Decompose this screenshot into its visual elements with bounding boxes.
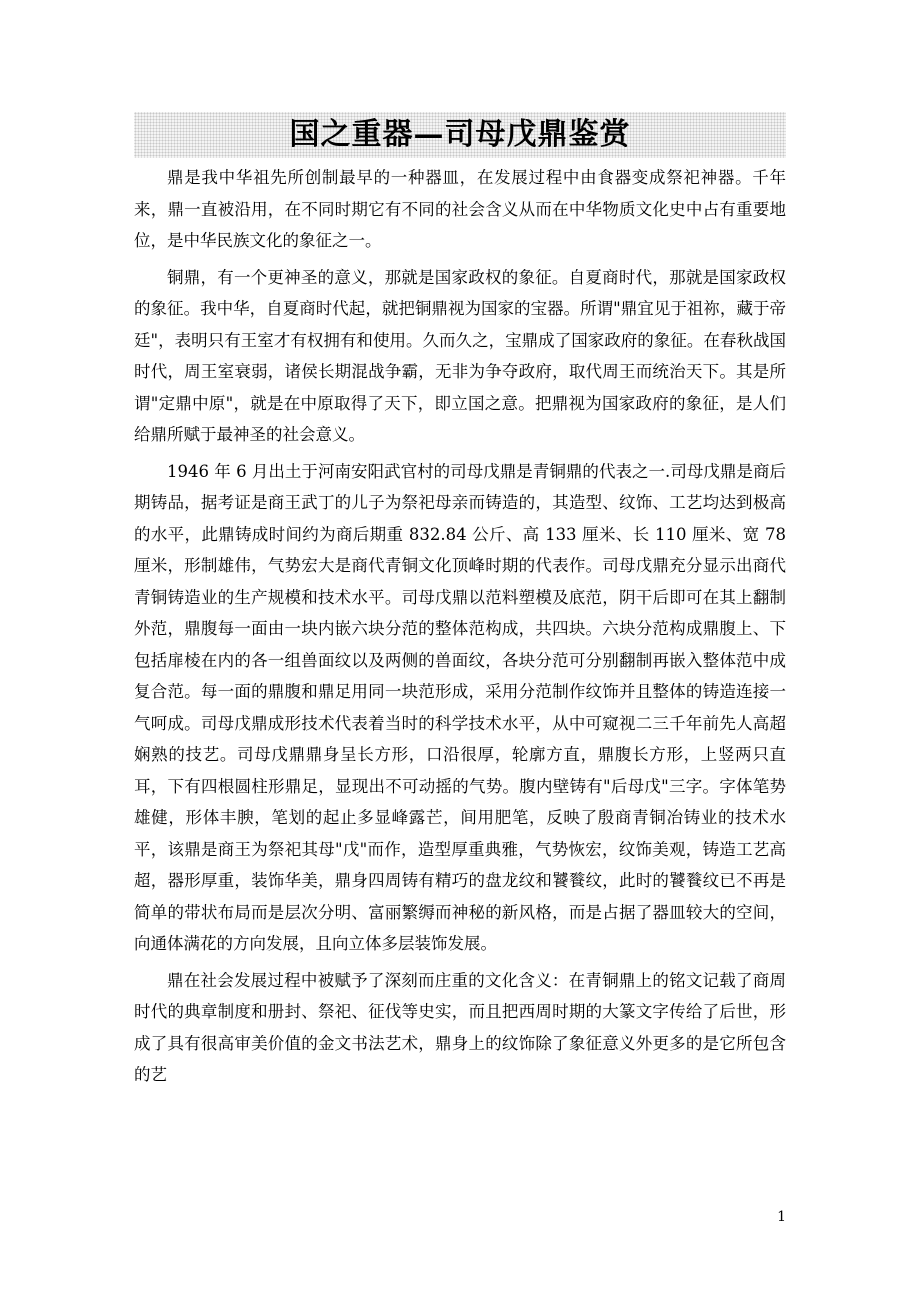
paragraph-simuwu-ding: 1946 年 6 月出土于河南安阳武官村的司母戊鼎是青铜鼎的代表之一.司母戊鼎是商后期铸品，据考证是商王武丁的儿子为祭祀母亲而铸造的，其造型、纹饰、工艺均达到极高的水平，此鼎铸成时间约为商后期重 832.84 公斤、高 133 厘米、长 110 厘米、宽 78 厘米，形制雄伟，气势宏大是商代青铜文化顶峰时期的代表作。司母戊鼎充分显示出商代青铜铸造业的生产规模和技术水平。司母戊鼎以范料塑模及底范，阴干后即可在其上翻制外范，鼎腹每一面由一块内嵌六块分范的整体范构成，共四块。六块分范构成鼎腹上、下包括扉棱在内的各一组兽面纹以及两侧的兽面纹，各块分范可分别翻制再嵌入整体范中成复合范。每一面的鼎腹和鼎足用同一块范形成，采用分范制作纹饰并且整体的铸造连接一气呵成。司母戊鼎成形技术代表着当时的科学技术水平，从中可窥视二三千年前先人高超娴熟的技艺。司母戊鼎鼎身呈长方形，口沿很厚，轮廓方直，鼎腹长方形，上竖两只直耳，下有四根圆柱形鼎足，显现出不可动摇的气势。腹内壁铸有"后母戊"三字。字体笔势雄健，形体丰腴，笔划的起止多显峰露芒，间用肥笔，反映了殷商青铜冶铸业的技术水平，该鼎是商王为祭祀其母"戊"而作，造型厚重典雅，气势恢宏，纹饰美观，铸造工艺高超，器形厚重，装饰华美，鼎身四周铸有精巧的盘龙纹和饕餮纹，此时的饕餮纹已不再是简单的带状布局而是层次分明、富丽繁缛而神秘的新风格，而是占据了器皿较大的空间，向通体满花的方向发展，且向立体多层装饰发展。 — [134, 461, 786, 953]
paragraph-cultural-meaning: 鼎在社会发展过程中被赋予了深刻而庄重的文化含义：在青铜鼎上的铭文记载了商周时代的典章制度和册封、祭祀、征伐等史实，而且把西周时期的大篆文字传给了后世，形成了具有很高审美价值的金文书法艺术，鼎身上的纹饰除了象征意义外更多的是它所包含的艺 — [134, 970, 786, 1084]
page-title: 国之重器—司母戊鼎鉴赏 — [289, 117, 631, 152]
paragraph-bronze-ding-symbol: 铜鼎，有一个更神圣的意义，那就是国家政权的象征。自夏商时代，那就是国家政权的象征。我中华，自夏商时代起，就把铜鼎视为国家的宝器。所谓"鼎宜见于祖祢，藏于帝廷"，表明只有王室才有权拥有和使用。久而久之，宝鼎成了国家政府的象征。在春秋战国时代，周王室衰弱，诸侯长期混战争霸，无非为争夺政府，取代周王而统治天下。其是所谓"定鼎中原"，就是在中原取得了天下，即立国之意。把鼎视为国家政府的象征，是人们给鼎所赋于最神圣的社会意义。 — [134, 267, 786, 444]
article-body — [134, 162, 786, 1096]
page-number: 1 — [777, 1209, 786, 1225]
paragraph-intro: 鼎是我中华祖先所创制最早的一种器皿，在发展过程中由食器变成祭祀神器。千年来，鼎一直被沿用，在不同时期它有不同的社会含义从而在中华物质文化史中占有重要地位，是中华民族文化的象征之一。 — [134, 168, 786, 250]
